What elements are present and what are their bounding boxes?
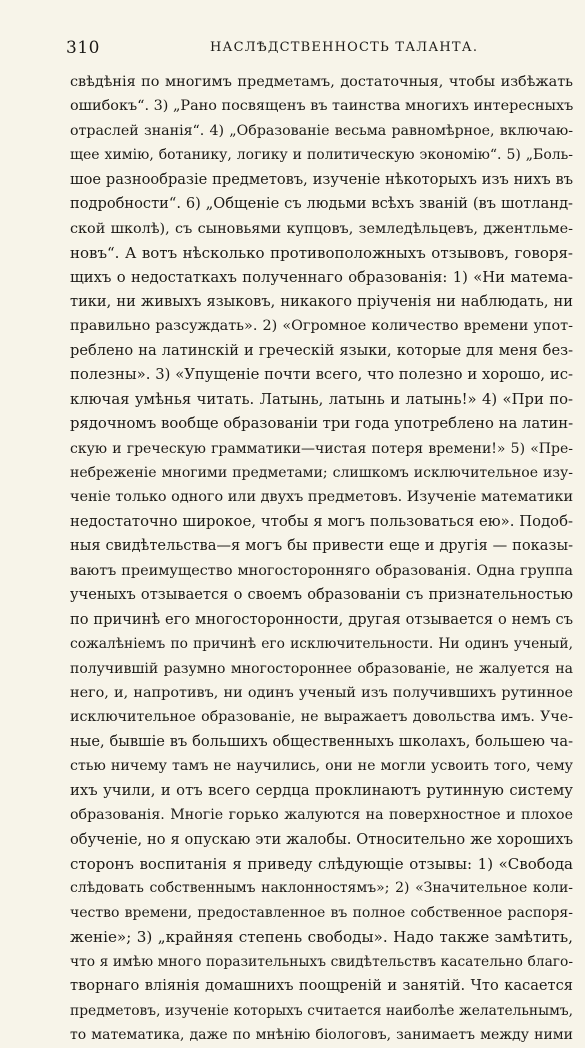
page-number: 310 (66, 38, 100, 58)
text-line: ошибокъ“. 3) „Рано посвященъ въ таинства многихъ интересныхъ (70, 98, 573, 115)
text-line: ключая умѣнья читать. Латынь, латынь и латынь!» 4) «При по- (70, 390, 573, 408)
text-line: ской школѣ), съ сыновьями купцовъ, земледѣльцевъ, джентльме- (70, 220, 573, 237)
text-line: сторонъ воспитанія я приведу слѣдующіе отзывы: 1) «Свобода (70, 855, 573, 873)
text-line: ченіе только одного или двухъ предметовъ. Изученіе математики (70, 489, 573, 506)
text-line: реблено на латинскій и греческій языки, которые для меня без- (70, 341, 573, 359)
text-line: обученіе, но я опускаю эти жалобы. Относительно же хорошихъ (70, 830, 573, 848)
text-line: получившій разумно многостороннее образованіе, не жалуется на (70, 660, 573, 677)
text-line: свѣдѣнія по многимъ предметамъ, достаточныя, чтобы избѣжать (70, 74, 573, 90)
text-line: творнаго вліянія домашнихъ поощреній и занятій. Что касается (70, 977, 573, 995)
text-line: сожалѣніемъ по причинѣ его исключительности. Ни одинъ ученый, (70, 636, 573, 653)
text-line: то математика, даже по мнѣнію біологовъ, занимаетъ между ними (70, 1027, 573, 1044)
text-line: что я имѣю много поразительныхъ свидѣтельствъ касательно благо- (70, 953, 573, 970)
text-line: рядочномъ вообще образованіи три года употреблено на латин- (70, 415, 573, 433)
text-line: шое разнообразіе предметовъ, изученіе нѣкоторыхъ изъ нихъ въ (70, 170, 573, 188)
text-line: ныя свидѣтельства—я могъ бы привести еще и другія — показы- (70, 537, 573, 555)
text-line: исключительное образованіе, не выражаетъ довольства имъ. Уче- (70, 709, 573, 726)
text-line: тики, ни живыхъ языковъ, никакого пріученія ни наблюдать, ни (70, 292, 573, 310)
text-line: полезны». 3) «Упущеніе почти всего, что полезно и хорошо, ис- (70, 366, 573, 384)
text-line: женіе»; 3) „крайняя степень свободы». Надо также замѣтить, (70, 928, 573, 947)
text-line: ные, бывшіе въ большихъ общественныхъ школахъ, большею ча- (70, 732, 573, 750)
text-line: ихъ учили, и отъ всего сердца проклинаютъ рутинную систему (70, 781, 573, 799)
text-line: стью ничему тамъ не научились, они не могли усвоить того, чему (70, 758, 573, 775)
running-title: НАСЛѢДСТВЕННОСТЬ ТАЛАНТА. (210, 40, 479, 55)
text-line: подробности“. 6) „Общеніе съ людьми всѣхъ званій (въ шотланд- (70, 195, 573, 213)
text-line: недостаточно широкое, чтобы я могъ пользоваться ею». Подоб- (70, 512, 573, 530)
text-line: ученыхъ отзывается о своемъ образованіи съ признательностью (70, 586, 573, 604)
running-head (66, 38, 569, 60)
body-text (70, 70, 573, 1048)
text-line: по причинѣ его многосторонности, другая отзывается о немъ съ (70, 610, 573, 628)
text-line: отраслей знанія“. 4) „Образованіе весьма равномѣрное, включаю- (70, 122, 573, 139)
text-line: ваютъ преимущество многосторонняго образованія. Одна группа (70, 562, 573, 579)
text-line: небреженіе многими предметами; слишкомъ исключительное изу- (70, 465, 573, 481)
text-line: образованія. Многіе горько жалуются на поверхностное и плохое (70, 807, 573, 824)
text-line: щее химію, ботанику, логику и политическую экономію“. 5) „Боль- (70, 147, 573, 164)
text-line: него, и, напротивъ, ни одинъ ученый изъ получившихъ рутинное (70, 684, 573, 701)
text-line: предметовъ, изученіе которыхъ считается наиболѣе желательнымъ, (70, 1002, 573, 1019)
text-line: щихъ о недостаткахъ полученнаго образованія: 1) «Ни матема- (70, 268, 573, 286)
text-line: скую и греческую грамматики—чистая потеря времени!» 5) «Пре- (70, 440, 573, 457)
text-line: слѣдовать собственнымъ наклонностямъ»; 2) «Значительное коли- (70, 880, 573, 897)
text-line: чество времени, предоставленное въ полное собственное распоря- (70, 904, 573, 921)
text-line: новъ“. А вотъ нѣсколько противоположныхъ отзывовъ, говоря- (70, 244, 573, 263)
text-line: правильно разсуждать». 2) «Огромное количество времени упот- (70, 318, 573, 335)
